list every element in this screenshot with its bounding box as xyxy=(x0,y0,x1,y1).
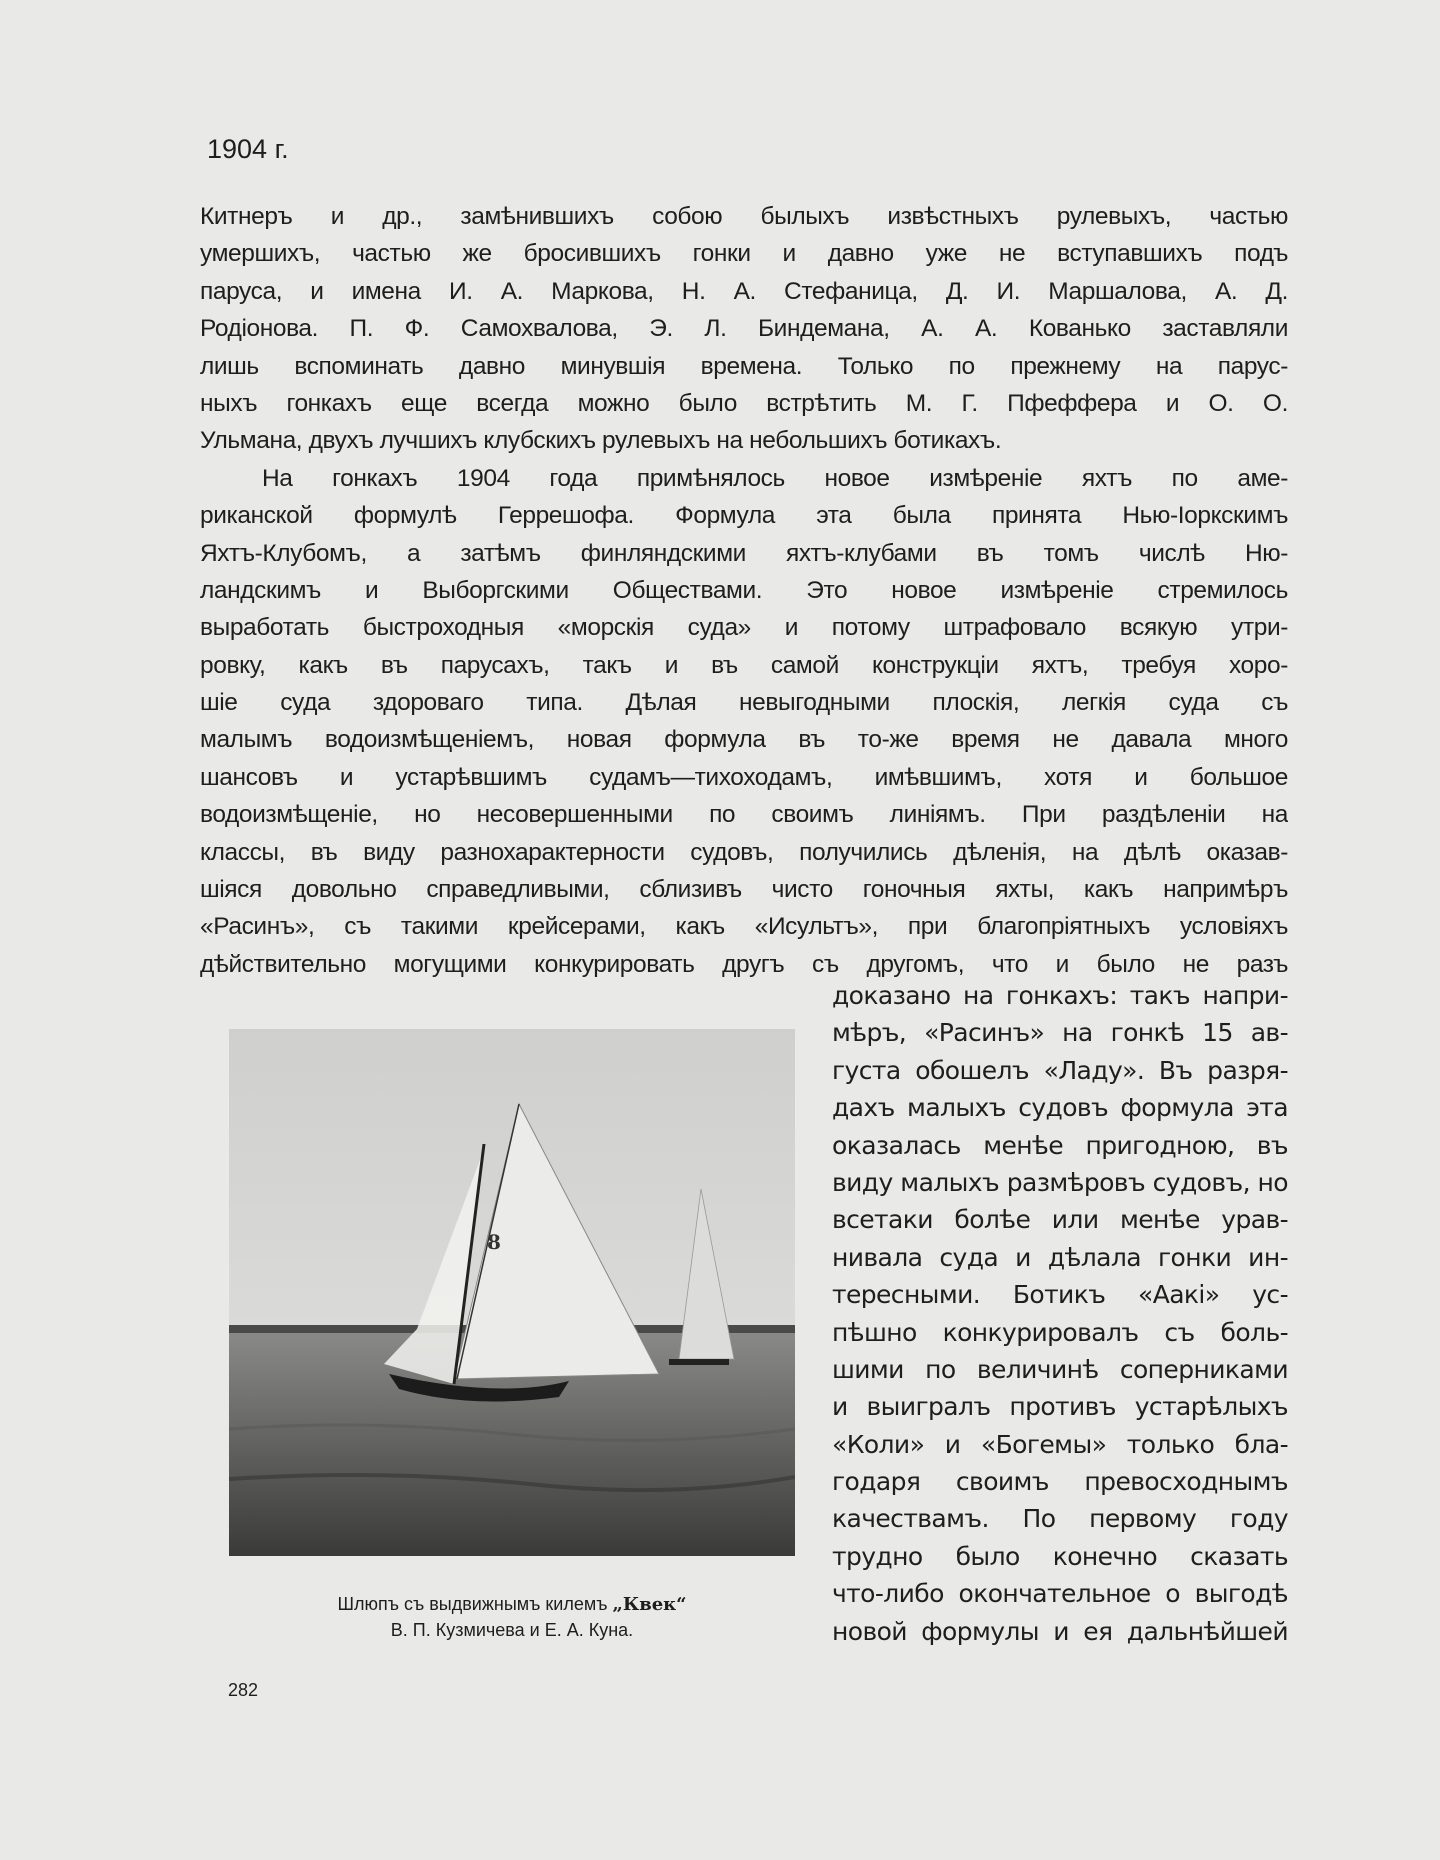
text-line: шими по величинѣ соперниками xyxy=(832,1354,1288,1384)
text-line: водоизмѣщеніе, но несовершенными по своимъ линіямъ. При раздѣленіи на xyxy=(200,801,1288,829)
text-line: качествамъ. По первому году xyxy=(832,1504,1288,1534)
caption-boat-name: „Квек“ xyxy=(612,1594,687,1615)
text-line: трудно было конечно сказать xyxy=(832,1541,1288,1571)
text-line: ныхъ гонкахъ еще всегда можно было встрѣтить М. Г. Пфеффера и О. О. xyxy=(200,389,1288,417)
text-line: «Расинъ», съ такими крейсерами, какъ «Исультъ», при благопріятныхъ условіяхъ xyxy=(200,913,1288,941)
text-line: и выигралъ противъ устарѣлыхъ xyxy=(832,1392,1288,1422)
text-line: шіе суда здороваго типа. Дѣлая невыгодными плоскія, легкія суда съ xyxy=(200,689,1288,717)
text-line: всетаки болѣе или менѣе урав- xyxy=(832,1205,1288,1235)
caption-text: Шлюпъ съ выдвижнымъ килемъ xyxy=(337,1594,608,1614)
text-line: годаря своимъ превосходнымъ xyxy=(832,1467,1288,1497)
text-line: ландскимъ и Выборгскими Обществами. Это новое измѣреніе стремилось xyxy=(200,576,1288,604)
page-running-head: 1904 г. xyxy=(207,134,289,164)
text-line: пѣшно конкурировалъ съ боль- xyxy=(832,1317,1288,1347)
text-line: лишь вспоминать давно минувшія времена. Только по прежнему на парус- xyxy=(200,352,1288,380)
text-line: ровку, какъ въ парусахъ, такъ и въ самой конструкціи яхтъ, требуя хоро- xyxy=(200,651,1288,679)
text-line: нивала суда и дѣлала гонки ин- xyxy=(832,1242,1288,1272)
text-line: оказалась менѣе пригодною, въ xyxy=(832,1130,1288,1160)
text-line: что-либо окончательное о выгодѣ xyxy=(832,1579,1288,1609)
text-line: новой формулы и ея дальнѣйшей xyxy=(832,1616,1288,1646)
text-line: умершихъ, частью же бросившихъ гонки и давно уже не вступавшихъ подъ xyxy=(200,240,1288,268)
main-text-column xyxy=(200,198,1288,983)
text-line: мѣръ, «Расинъ» на гонкѣ 15 ав- xyxy=(832,1018,1288,1048)
text-line: Родіонова. П. Ф. Самохвалова, Э. Л. Биндемана, А. А. Кованько заставляли xyxy=(200,315,1288,343)
text-line: Ульмана, двухъ лучшихъ клубскихъ рулевыхъ на небольшихъ ботикахъ. xyxy=(200,427,1002,455)
text-line: доказано на гонкахъ: такъ напри- xyxy=(832,981,1288,1010)
sailboat-photo xyxy=(229,1029,795,1556)
text-line: паруса, и имена И. А. Маркова, Н. А. Стефаница, Д. И. Маршалова, А. Д. xyxy=(200,277,1288,305)
text-line: густа обошелъ «Ладу». Въ разря- xyxy=(832,1055,1288,1085)
text-line: дахъ малыхъ судовъ формула эта xyxy=(832,1093,1288,1123)
figure-caption-owners: В. П. Кузмичева и Е. А. Куна. xyxy=(390,1620,634,1640)
text-line: шіяся довольно справедливыми, сблизивъ чисто гоночныя яхты, какъ напримѣръ xyxy=(200,876,1288,904)
text-line: Яхтъ-Клубомъ, а затѣмъ финляндскими яхтъ-клубами въ томъ числѣ Ню- xyxy=(200,539,1288,567)
figure-caption xyxy=(229,1594,795,1615)
text-line: «Коли» и «Богемы» только бла- xyxy=(832,1429,1288,1459)
text-line: На гонкахъ 1904 года примѣнялось новое измѣреніе яхтъ по аме- xyxy=(262,464,1288,492)
text-line: шансовъ и устарѣвшимъ судамъ—тихоходамъ, имѣвшимъ, хотя и большое xyxy=(200,763,1288,791)
sail-number: 8 xyxy=(487,1230,501,1254)
text-line: риканской формулѣ Геррешофа. Формула эта была принята Нью-Іоркскимъ xyxy=(200,502,1288,530)
text-line: виду малыхъ размѣровъ судовъ, но xyxy=(832,1167,1288,1197)
text-line: Китнеръ и др., замѣнившихъ собою былыхъ извѣстныхъ рулевыхъ, частью xyxy=(200,203,1288,230)
text-line: дѣйствительно могущими конкурировать другъ съ другомъ, что и было не разъ xyxy=(200,950,1288,978)
text-line: выработать быстроходныя «морскія суда» и потому штрафовало всякую утри- xyxy=(200,614,1288,642)
text-line: классы, въ виду разнохарактерности судовъ, получились дѣленія, на дѣлѣ оказав- xyxy=(200,838,1288,866)
page-number: 282 xyxy=(228,1680,259,1700)
side-text-column xyxy=(832,977,1288,1650)
text-line: тересными. Ботикъ «Аакі» ус- xyxy=(832,1280,1288,1310)
text-line: малымъ водоизмѣщеніемъ, новая формула въ то-же время не давала много xyxy=(200,726,1288,754)
